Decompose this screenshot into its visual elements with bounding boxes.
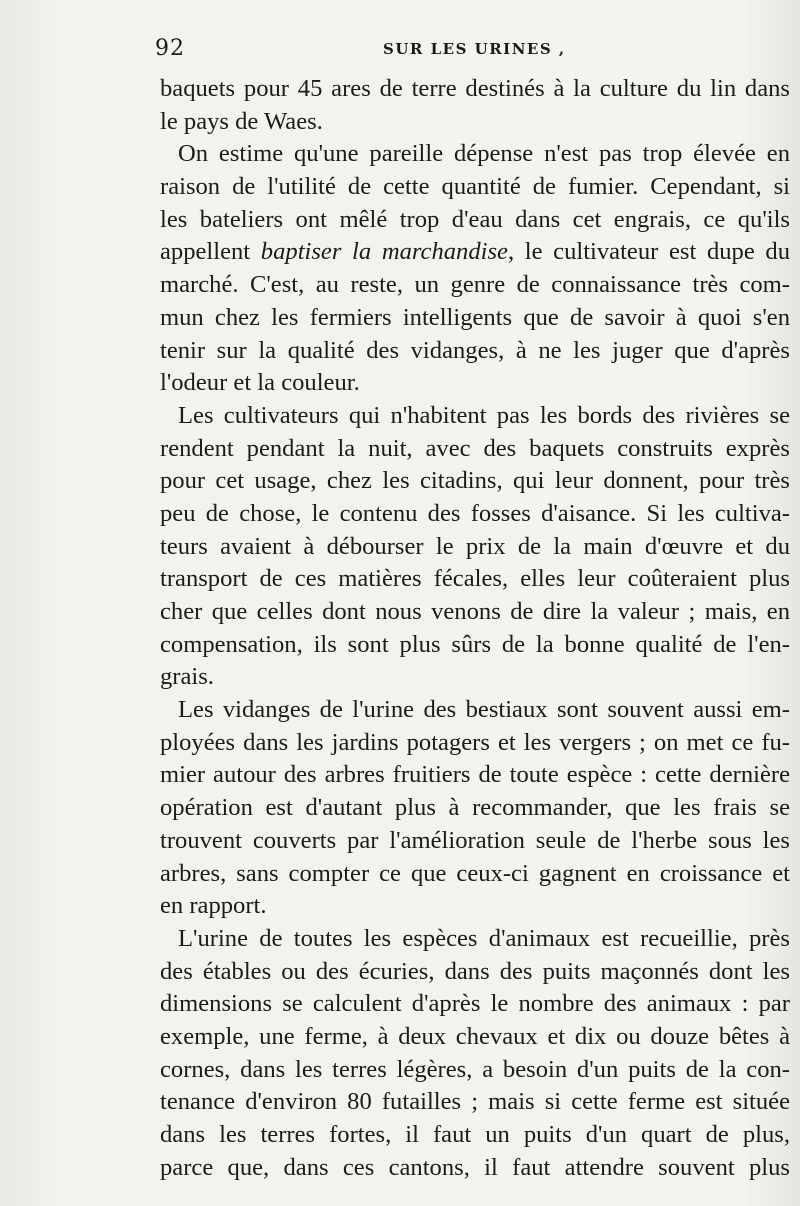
text-segment: appellent: [160, 238, 261, 266]
text-line: teurs avaient à débourser le prix de la main d'œuvre et du: [160, 532, 790, 560]
text-line: opération est d'autant plus à recommander, que les frais se: [160, 794, 790, 822]
text-line: grais.: [160, 663, 214, 691]
text-line: cher que celles dont nous venons de dire la valeur ; mais, en: [160, 598, 790, 625]
body-text: [160, 73, 790, 1184]
text-line: en rapport.: [160, 892, 267, 920]
italic-phrase: baptiser la marchandise: [260, 238, 508, 266]
running-head: SUR LES URINES ,: [383, 40, 566, 58]
text-line: Les vidanges de l'urine des bestiaux sont souvent aussi em-: [178, 696, 790, 724]
text-line: transport de ces matières fécales, elles leur coûteraient plus: [160, 565, 790, 593]
text-line: Les cultivateurs qui n'habitent pas les bords des rivières se: [178, 401, 790, 429]
page-header: [155, 36, 795, 64]
text-line: mun chez les fermiers intelligents que de savoir à quoi s'en: [160, 303, 790, 331]
text-line: trouvent couverts par l'amélioration seule de l'herbe sous les: [160, 826, 790, 854]
text-line: raison de l'utilité de cette quantité de fumier. Cependant, si: [160, 173, 790, 201]
text-line: [160, 236, 790, 269]
text-line: L'urine de toutes les espèces d'animaux est recueillie, près: [178, 924, 790, 952]
text-line: tenance d'environ 80 futailles ; mais si cette ferme est située: [160, 1088, 790, 1116]
text-line: On estime qu'une pareille dépense n'est pas trop élevée en: [178, 140, 790, 168]
text-line: baquets pour 45 ares de terre destinés à la culture du lin dans: [160, 75, 790, 102]
text-line: mier autour des arbres fruitiers de toute espèce : cette dernière: [160, 761, 790, 789]
text-line: l'odeur et la couleur.: [160, 369, 360, 397]
text-line: peu de chose, le contenu des fosses d'aisance. Si les cultiva-: [160, 499, 790, 527]
text-line: pour cet usage, chez les citadins, qui leur donnent, pour très: [160, 467, 790, 495]
text-line: ployées dans les jardins potagers et les vergers ; on met ce fu-: [160, 728, 790, 756]
page-number: 92: [155, 36, 185, 61]
text-line: arbres, sans compter ce que ceux-ci gagnent en croissance et: [160, 859, 790, 887]
text-line: tenir sur la qualité des vidanges, à ne les juger que d'après: [160, 336, 790, 364]
text-line: rendent pendant la nuit, avec des baquets construits exprès: [160, 434, 790, 462]
text-line: les bateliers ont mêlé trop d'eau dans cet engrais, ce qu'ils: [160, 205, 790, 233]
text-line: marché. C'est, au reste, un genre de connaissance très com-: [160, 271, 790, 299]
text-line: le pays de Waes.: [160, 107, 323, 135]
text-segment: , le cultivateur est dupe du: [507, 238, 790, 266]
text-line: exemple, une ferme, à deux chevaux et dix ou douze bêtes à: [160, 1022, 790, 1050]
text-line: compensation, ils sont plus sûrs de la bonne qualité de l'en-: [160, 630, 790, 658]
text-line: dimensions se calculent d'après le nombre des animaux : par: [160, 990, 790, 1018]
text-line: des étables ou des écuries, dans des puits maçonnés dont les: [160, 957, 790, 985]
text-line: dans les terres fortes, il faut un puits d'un quart de plus,: [160, 1121, 790, 1148]
text-line: parce que, dans ces cantons, il faut attendre souvent plus: [160, 1153, 790, 1181]
text-line: cornes, dans les terres légères, a besoin d'un puits de la con-: [160, 1055, 790, 1083]
